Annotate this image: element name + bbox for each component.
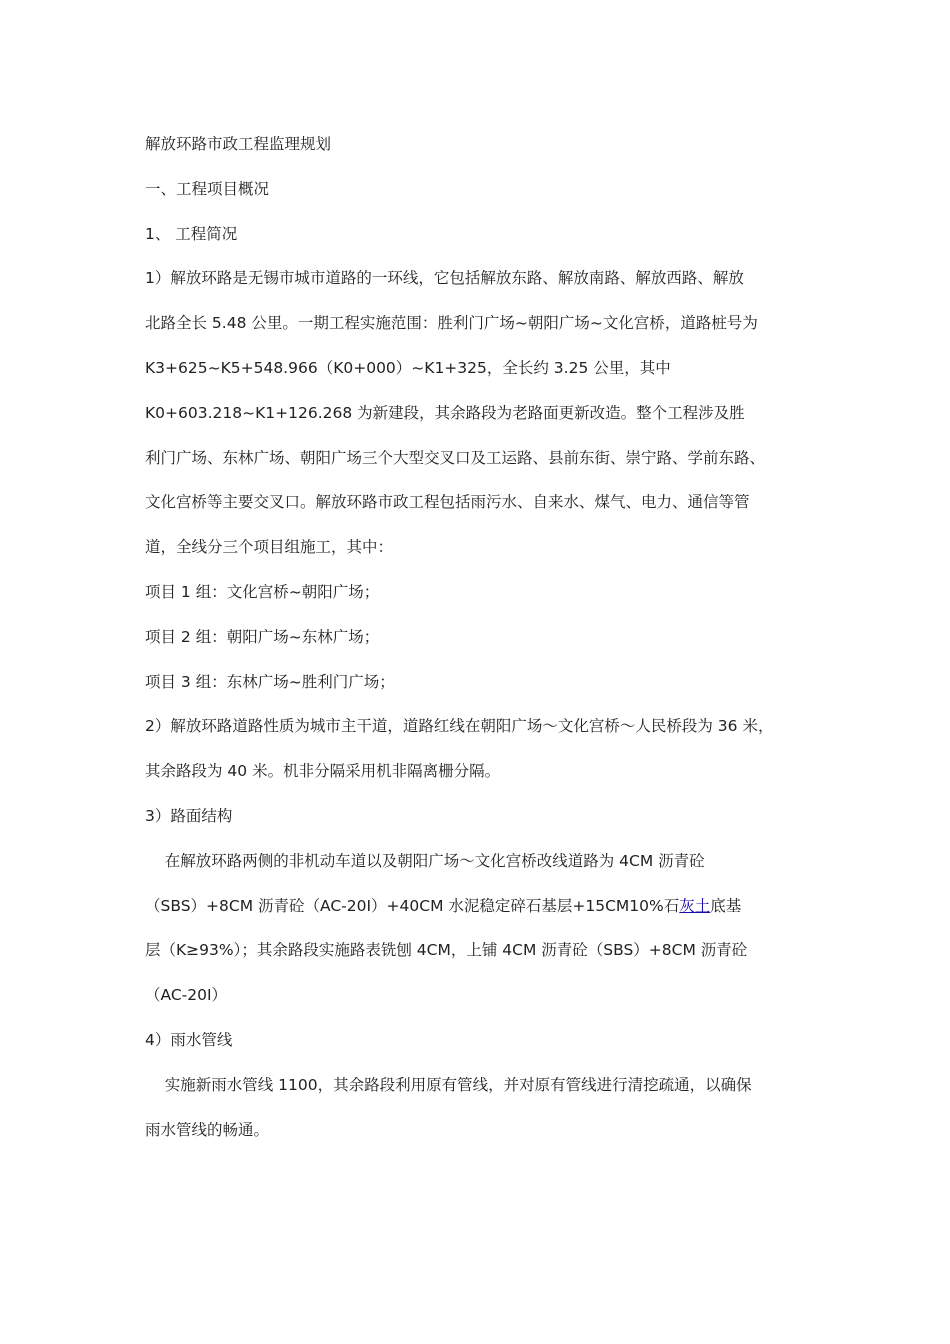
paragraph-line: 在解放环路两侧的非机动车道以及朝阳广场～文化宫桥改线道路为 4CM 沥青砼 [145,851,705,870]
text-segment: （SBS）+8CM 沥青砼（AC-20Ⅰ）+40CM 水泥稳定碎石基层+15CM10%石 [145,896,680,915]
pavement-heading: 3）路面结构 [145,806,233,825]
project-group-2: 项目 2 组：朝阳广场~东林广场； [145,627,380,646]
paragraph-line: 文化宫桥等主要交叉口。解放环路市政工程包括雨污水、自来水、煤气、电力、通信等管 [145,493,750,512]
paragraph-line: 道，全线分三个项目组施工，其中： [145,538,394,557]
paragraph-line: 北路全长 5.48 公里。一期工程实施范围：胜利门广场~朝阳广场~文化宫桥，道路桩号为 [145,314,758,333]
paragraph-line: 2）解放环路道路性质为城市主干道，道路红线在朝阳广场～文化宫桥～人民桥段为 36 米， [145,717,774,736]
section-heading-overview: 一、工程项目概况 [145,179,270,198]
paragraph-line: K0+603.218~K1+126.268 为新建段，其余路段为老路面更新改造。整个工程涉及胜 [145,403,745,422]
paragraph-line: 1）解放环路是无锡市城市道路的一环线，它包括解放东路、解放南路、解放西路、解放 [145,269,744,288]
subsection-heading-brief: 1、 工程简况 [145,224,238,243]
project-group-1: 项目 1 组：文化宫桥~朝阳广场； [145,582,380,601]
paragraph-line: 雨水管线的畅通。 [145,1120,270,1139]
project-group-3: 项目 3 组：东林广场~胜利门广场； [145,672,395,691]
text-segment: 底基 [710,896,742,915]
paragraph-line: 其余路段为 40 米。机非分隔采用机非隔离栅分隔。 [145,762,501,781]
rainwater-heading: 4）雨水管线 [145,1030,233,1049]
paragraph-line: K3+625~K5+548.966（K0+000）~K1+325，全长约 3.25 公里，其中 [145,358,671,377]
document-title: 解放环路市政工程监理规划 [145,135,332,153]
paragraph-line: （AC-20Ⅰ） [145,986,228,1005]
paragraph-line-with-link [145,884,815,929]
document-body [145,122,815,1152]
paragraph-line: 利门广场、东林广场、朝阳广场三个大型交叉口及工运路、县前东街、崇宁路、学前东路、 [145,448,766,467]
paragraph-line: 层（K≥93%）；其余路段实施路表铣刨 4CM，上铺 4CM 沥青砼（SBS）+8CM 沥青砼 [145,941,748,960]
lime-soil-link[interactable]: 灰土 [679,896,711,915]
paragraph-line: 实施新雨水管线 1100，其余路段利用原有管线，并对原有管线进行清挖疏通，以确保 [145,1075,752,1094]
